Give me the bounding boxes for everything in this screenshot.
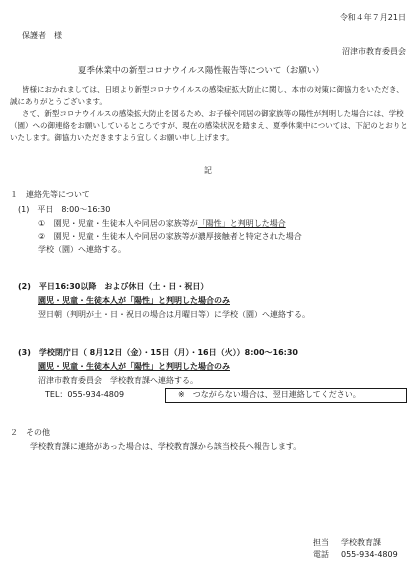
intro-paragraph-1: 皆様におかれましては、日頃より新型コロナウイルスの感染症拡大防止に関し、本市の対策に御協力をいただき、誠にありがとうございます。: [10, 85, 404, 106]
document-title: 夏季休業中の新型コロナウイルス陽性報告等について（お願い）: [78, 66, 324, 76]
subsection1-note: 学校（園）へ連絡する。: [38, 245, 126, 254]
footer-dept: 学校教育課: [341, 538, 381, 547]
item-2-number: ②: [38, 232, 46, 241]
item-1-text: 園児・児童・生徒本人や同居の家族等が: [53, 219, 198, 228]
subsection3-condition: 園児・児童・生徒本人が「陽性」と判明した場合のみ: [38, 362, 230, 371]
section2-text: 学校教育課に連絡があった場合は、学校教育課から該当校長へ報告します。: [30, 442, 302, 451]
document-date: 令和４年７月21日: [339, 13, 406, 22]
ki-heading: 記: [204, 166, 212, 175]
subsection3-heading: (3) 学校閉庁日（ 8月12日（金）・15日（月）・16日（火））8:00～16:30: [18, 348, 298, 357]
item-1-underlined: 「陽性」と判明した場合: [197, 219, 286, 228]
footer-tel-label: 電話: [313, 550, 329, 559]
section1-heading: １ 連絡先等について: [10, 190, 90, 199]
subsection3-tel: TEL：055-934-4809: [45, 390, 125, 399]
footer-tel: 055-934-4809: [341, 550, 398, 559]
footer-dept-label: 担当: [313, 538, 329, 547]
sender: 沼津市教育委員会: [342, 47, 406, 56]
subsection1-heading: (1) 平日 8:00～16:30: [18, 205, 111, 214]
subsection1-item-1: [38, 219, 286, 230]
subsection1-item-2: [38, 232, 302, 243]
intro-paragraph-2: さて、新型コロナウイルスの感染拡大防止を図るため、お子様や同居の御家族等の陽性が判明した場合には、学校（園）への御連絡をお願いしているところですが、現在の感染状況を踏まえ、夏季休業中については、下記のとおりといたします。御協力いただきますよう宜しくお願い申し上げます。: [10, 109, 408, 142]
subsection2-condition: 園児・児童・生徒本人が「陽性」と判明した場合のみ: [38, 296, 230, 305]
subsection3-note: 沼津市教育委員会 学校教育課へ連絡する。: [38, 376, 198, 385]
item-2-text: 園児・児童・生徒本人や同居の家族等が濃厚接触者と特定された場合: [53, 232, 302, 241]
subsection2-note: 翌日朝（判明が土・日・祝日の場合は月曜日等）に学校（園）へ連絡する。: [38, 310, 310, 319]
recipient: 保護者 様: [22, 31, 62, 40]
item-1-number: ①: [38, 219, 46, 228]
section2-heading: ２ その他: [10, 428, 50, 437]
callback-notice-text: ※ つながらない場合は、翌日連絡してください。: [178, 390, 361, 399]
intro-text: [10, 84, 410, 144]
subsection2-heading: (2) 平日16:30以降 および休日（土・日・祝日）: [18, 282, 209, 291]
